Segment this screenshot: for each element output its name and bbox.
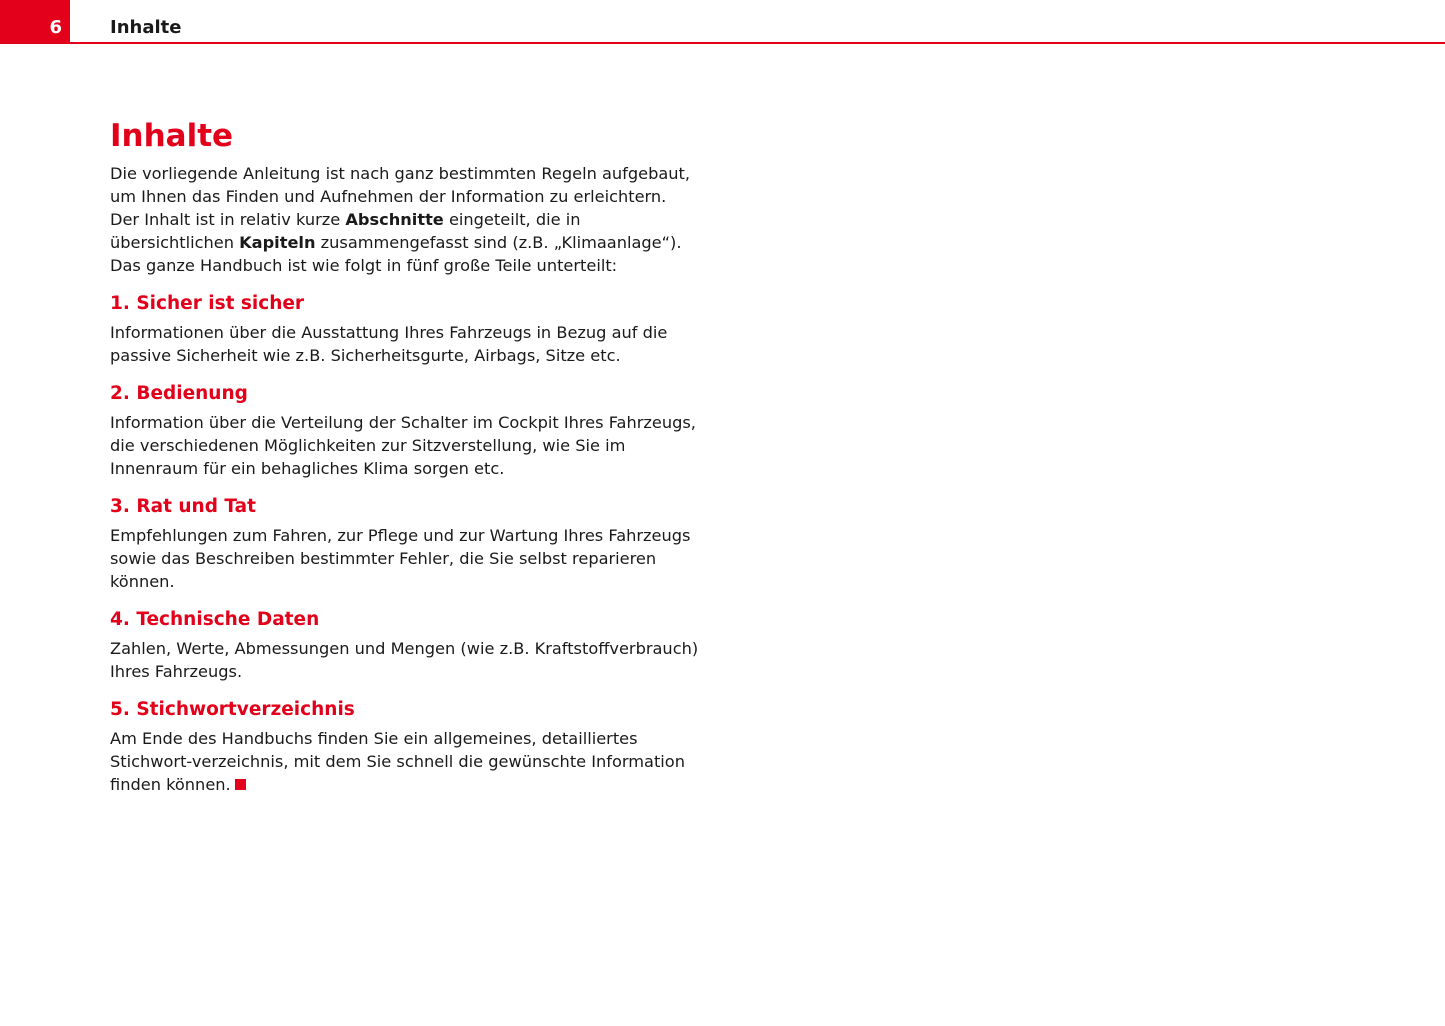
intro-text-3: zusammengefasst sind (z.B. „Klimaanlage“). Das ganze Handbuch ist wie folgt in fünf große Teile unterteilt:	[110, 233, 682, 275]
section-heading-technische-daten: 4. Technische Daten	[110, 609, 320, 630]
content-column	[110, 116, 700, 796]
section-text-stichwortverzeichnis: Am Ende des Handbuchs finden Sie ein allgemeines, detailliertes Stichwort-verzeichnis, mit dem Sie schnell die gewünschte Information finden können.	[110, 729, 685, 794]
intro-bold-kapiteln: Kapiteln	[239, 233, 316, 252]
section-text-rat-und-tat: Empfehlungen zum Fahren, zur Pflege und zur Wartung Ihres Fahrzeugs sowie das Beschreiben bestimmter Fehler, die Sie selbst reparieren können.	[110, 526, 691, 591]
intro-text-1: Die vorliegende Anleitung ist nach ganz bestimmten Regeln aufgebaut, um Ihnen das Finden und Aufnehmen der Information zu erleichtern. Der Inhalt ist in relativ kurze	[110, 164, 691, 229]
header-rule	[0, 42, 1445, 44]
end-of-section-square-icon	[235, 779, 246, 790]
section-text-bedienung: Information über die Verteilung der Schalter im Cockpit Ihres Fahrzeugs, die verschiedenen Möglichkeiten zur Sitzverstellung, wie Sie im Innenraum für ein behagliches Klima sorgen etc.	[110, 413, 696, 478]
section-text-technische-daten: Zahlen, Werte, Abmessungen und Mengen (wie z.B. Kraftstoffverbrauch) Ihres Fahrzeugs.	[110, 639, 699, 681]
page-number-box	[0, 0, 70, 44]
intro-bold-abschnitte: Abschnitte	[345, 210, 444, 229]
intro-text-2: eingeteilt, die in übersichtlichen	[110, 210, 581, 252]
section-paragraph-stichwortverzeichnis	[110, 727, 700, 796]
intro-paragraph	[110, 162, 700, 277]
section-text-sicher: Informationen über die Ausstattung Ihres Fahrzeugs in Bezug auf die passive Sicherheit wie z.B. Sicherheitsgurte, Airbags, Sitze etc.	[110, 323, 668, 365]
section-heading-bedienung: 2. Bedienung	[110, 383, 248, 404]
page-title: Inhalte	[110, 118, 234, 154]
section-heading-stichwortverzeichnis: 5. Stichwortverzeichnis	[110, 699, 355, 720]
section-heading-sicher: 1. Sicher ist sicher	[110, 293, 305, 314]
running-title: Inhalte	[110, 17, 182, 38]
section-heading-rat-und-tat: 3. Rat und Tat	[110, 496, 256, 517]
page-number: 6	[49, 17, 62, 38]
